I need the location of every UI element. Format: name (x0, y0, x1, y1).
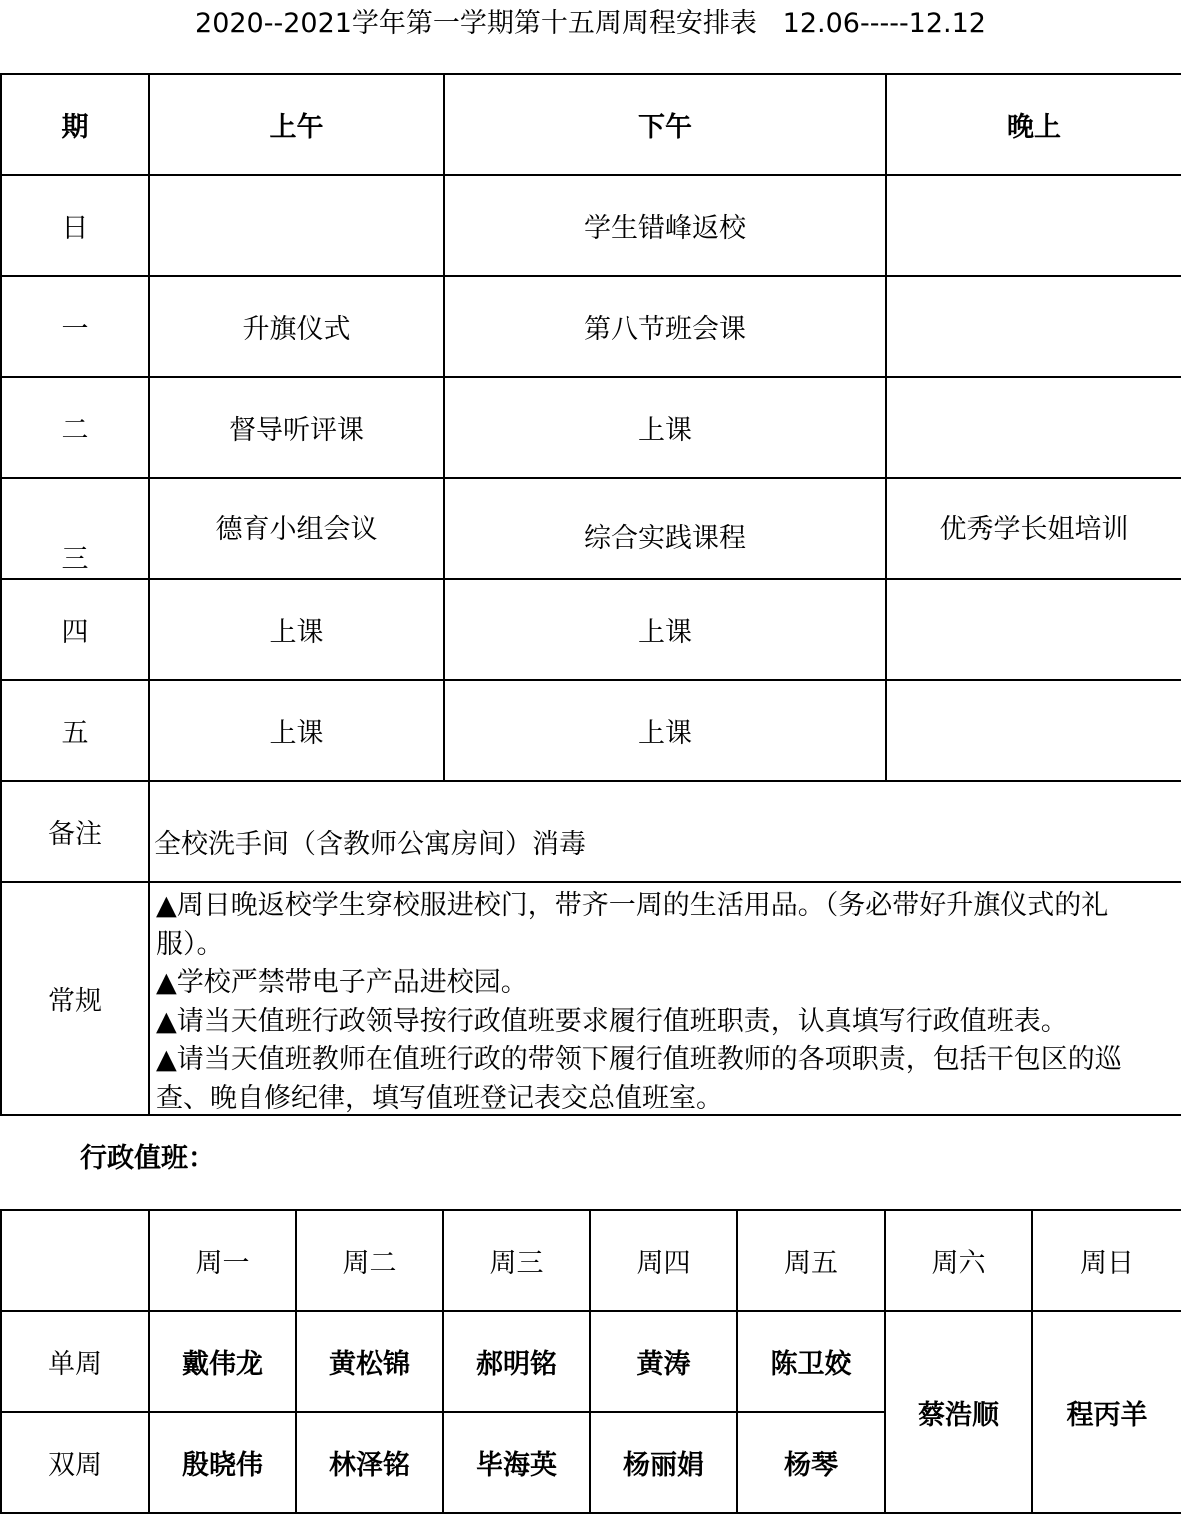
afternoon-cell: 学生错峰返校 (444, 175, 886, 276)
day-cell: 一 (1, 276, 149, 377)
morning-cell (149, 175, 444, 276)
duty-day-header: 周四 (590, 1210, 737, 1311)
day-cell: 五 (1, 680, 149, 781)
duty-name: 黄松锦 (296, 1311, 443, 1412)
afternoon-cell: 上课 (444, 579, 886, 680)
duty-roster-table (0, 1209, 1181, 1514)
routine-line: 服）。 (156, 928, 224, 960)
weekly-schedule-table (0, 73, 1181, 1116)
table-row (1, 478, 1181, 579)
double-week-label: 双周 (1, 1412, 149, 1513)
duty-name: 杨琴 (737, 1412, 885, 1513)
routine-content (149, 882, 1181, 1115)
header-morning: 上午 (149, 74, 444, 175)
table-row (1, 276, 1181, 377)
page-title: 2020--2021学年第一学期第十五周周程安排表 12.06-----12.12 (195, 8, 986, 39)
afternoon-cell: 上课 (444, 680, 886, 781)
day-cell: 二 (1, 377, 149, 478)
duty-day-header: 周日 (1032, 1210, 1181, 1311)
duty-corner-cell (1, 1210, 149, 1311)
note-label: 备注 (1, 781, 149, 882)
evening-cell (886, 276, 1181, 377)
morning-cell: 上课 (149, 579, 444, 680)
afternoon-cell: 第八节班会课 (444, 276, 886, 377)
single-week-label: 单周 (1, 1311, 149, 1412)
duty-day-header: 周六 (885, 1210, 1032, 1311)
routine-row (1, 882, 1181, 1115)
table-row (1, 175, 1181, 276)
afternoon-cell: 上课 (444, 377, 886, 478)
note-text: 全校洗手间（含教师公寓房间）消毒 (149, 781, 1181, 882)
duty-day-header: 周五 (737, 1210, 885, 1311)
morning-cell: 德育小组会议 (149, 478, 444, 579)
duty-heading: 行政值班： (80, 1143, 215, 1174)
sunday-duty-name: 程丙羊 (1032, 1311, 1181, 1513)
duty-name: 毕海英 (443, 1412, 590, 1513)
duty-single-week-row (1, 1311, 1181, 1412)
routine-line: ▲请当天值班教师在值班行政的带领下履行值班教师的各项职责，包括干包区的巡 (156, 1044, 1122, 1075)
evening-cell (886, 579, 1181, 680)
saturday-duty-name: 蔡浩顺 (885, 1311, 1032, 1513)
routine-line: ▲学校严禁带电子产品进校园。 (156, 967, 528, 998)
routine-label: 常规 (1, 882, 149, 1115)
header-evening: 晚上 (886, 74, 1181, 175)
duty-name: 陈卫姣 (737, 1311, 885, 1412)
routine-line: 查、晚自修纪律，填写值班登记表交总值班室。 (156, 1082, 723, 1114)
routine-line: ▲请当天值班行政领导按行政值班要求履行值班职责，认真填写行政值班表。 (156, 1005, 1068, 1037)
day-cell: 三 (1, 478, 149, 579)
evening-cell (886, 175, 1181, 276)
table-row (1, 680, 1181, 781)
afternoon-cell: 综合实践课程 (444, 478, 886, 579)
evening-cell (886, 377, 1181, 478)
duty-name: 郝明铭 (443, 1311, 590, 1412)
header-day: 期 (1, 74, 149, 175)
table-row (1, 377, 1181, 478)
morning-cell: 督导听评课 (149, 377, 444, 478)
evening-cell (886, 680, 1181, 781)
table-header-row (1, 74, 1181, 175)
note-row (1, 781, 1181, 882)
day-cell: 日 (1, 175, 149, 276)
duty-name: 殷晓伟 (149, 1412, 296, 1513)
duty-name: 戴伟龙 (149, 1311, 296, 1412)
morning-cell: 升旗仪式 (149, 276, 444, 377)
duty-name: 杨丽娟 (590, 1412, 737, 1513)
morning-cell: 上课 (149, 680, 444, 781)
duty-name: 黄涛 (590, 1311, 737, 1412)
duty-day-header: 周三 (443, 1210, 590, 1311)
duty-day-header: 周二 (296, 1210, 443, 1311)
day-cell: 四 (1, 579, 149, 680)
table-row (1, 579, 1181, 680)
duty-header-row (1, 1210, 1181, 1311)
evening-cell: 优秀学长姐培训 (886, 478, 1181, 579)
header-afternoon: 下午 (444, 74, 886, 175)
routine-line: ▲周日晚返校学生穿校服进校门，带齐一周的生活用品。（务必带好升旗仪式的礼 (156, 890, 1109, 921)
duty-day-header: 周一 (149, 1210, 296, 1311)
duty-name: 林泽铭 (296, 1412, 443, 1513)
